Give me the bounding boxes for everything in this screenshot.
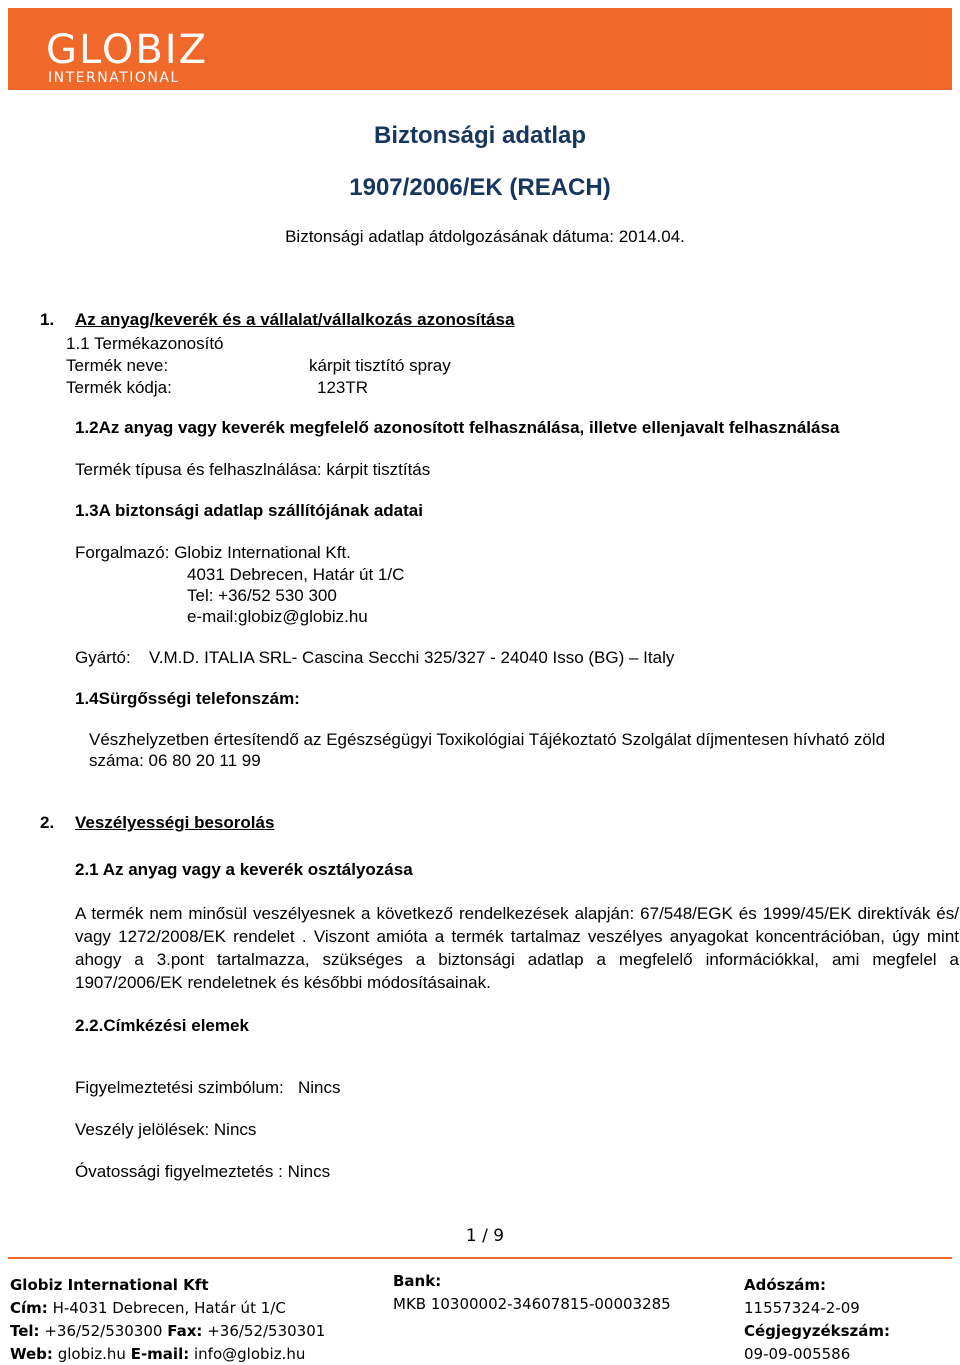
section-1-1-title: 1.1 Termékazonosító: [66, 334, 224, 353]
product-name-label: Termék neve:: [66, 356, 169, 375]
section-2-title: Veszélyességi besorolás: [75, 813, 275, 832]
footer-divider: [8, 1257, 952, 1259]
emergency-text-line2: száma: 06 80 20 11 99: [89, 751, 261, 770]
classification-paragraph: A termék nem minősül veszélyesnek a következő rendelkezések alapján: 67/548/EGK és 1999/45/EK direktívák és/ vagy 1272/2008/EK rendelet . Viszont amióta a termék tartalmaz veszélyes anyagokat koncentrációban, úgy mint ahogy a 3.pont tartalmazza, szükséges a biztonsági adatlap a megfelelő információkkal, ami megfelel a 1907/2006/EK rendeletnek és későbbi módosításainak.: [75, 904, 959, 992]
distributor: Forgalmazó: Globiz International Kft.: [75, 543, 351, 562]
document-title: Biztonsági adatlap: [373, 122, 587, 149]
distributor-email: e-mail:globiz@globiz.hu: [187, 607, 368, 626]
section-1-3-title: 1.3A biztonsági adatlap szállítójának adatai: [75, 501, 423, 520]
footer-tax-number: 11557324-2-09: [744, 1299, 860, 1317]
footer-address-value: H-4031 Debrecen, Határ út 1/C: [52, 1299, 286, 1317]
footer-bank-label: Bank:: [393, 1272, 442, 1290]
footer-tel-label: Tel:: [10, 1322, 40, 1340]
footer-email-label: E-mail:: [130, 1345, 190, 1363]
distributor-address: 4031 Debrecen, Határ út 1/C: [187, 565, 405, 584]
product-code-value: 123TR: [317, 378, 369, 397]
section-2-number: 2.: [40, 813, 55, 832]
footer-bank-account: MKB 10300002-34607815-00003285: [393, 1295, 671, 1313]
footer-email-link[interactable]: info@globiz.hu: [194, 1345, 306, 1363]
footer-address-label: Cím:: [10, 1299, 48, 1317]
regulation-title: 1907/2006/EK (REACH): [349, 174, 611, 201]
footer-address: [10, 1299, 286, 1317]
footer-web-label: Web:: [10, 1345, 53, 1363]
logo-sub-text: INTERNATIONAL: [48, 70, 180, 86]
product-code-label: Termék kódja:: [66, 378, 172, 397]
page-number: 1 / 9: [465, 1226, 505, 1246]
header-banner: [8, 8, 952, 90]
footer-phone: [10, 1322, 325, 1340]
precautionary-statements: Óvatossági figyelmeztetés : Nincs: [75, 1162, 331, 1181]
emergency-text-line1: Vészhelyzetben értesítendő az Egészségügyi Toxikológiai Tájékoztató Szolgálat díjmentesen hívható zöld: [89, 730, 886, 749]
manufacturer: V.M.D. ITALIA SRL- Cascina Secchi 325/327 - 24040 Isso (BG) – Italy: [149, 648, 675, 667]
hazard-statements: Veszély jelölések: Nincs: [75, 1120, 257, 1139]
distributor-tel: Tel: +36/52 530 300: [187, 586, 337, 605]
footer-web-link[interactable]: globiz.hu: [57, 1345, 126, 1363]
company-logo: [46, 27, 208, 86]
footer-tax-label: Adószám:: [744, 1276, 827, 1294]
section-1-4-title: 1.4Sürgősségi telefonszám:: [75, 689, 300, 708]
footer-registration-number: 09-09-005586: [744, 1345, 851, 1363]
logo-main-text: GLOBIZ: [46, 27, 208, 73]
warning-symbol: Figyelmeztetési szimbólum: Nincs: [75, 1078, 341, 1097]
section-1-title: Az anyag/keverék és a vállalat/vállalkozás azonosítása: [75, 310, 515, 329]
footer-registration-label: Cégjegyzékszám:: [744, 1322, 891, 1340]
product-use: Termék típusa és felhaszlnálása: kárpit tisztítás: [75, 460, 431, 479]
revision-date: Biztonsági adatlap átdolgozásának dátuma: 2014.04.: [285, 227, 685, 246]
section-2-1-title: 2.1 Az anyag vagy a keverék osztályozása: [75, 860, 413, 879]
manufacturer-label: Gyártó:: [75, 648, 131, 667]
footer-tel-value: +36/52/530300: [44, 1322, 163, 1340]
section-1-2-title: 1.2Az anyag vagy keverék megfelelő azonosított felhasználása, illetve ellenjavalt felhasználása: [75, 418, 840, 437]
section-2-2-title: 2.2.Címkézési elemek: [75, 1016, 249, 1035]
product-name-value: kárpit tisztító spray: [309, 356, 451, 375]
footer-fax-value: +36/52/530301: [207, 1322, 326, 1340]
footer-company: Globiz International Kft: [10, 1276, 209, 1294]
footer-web: [10, 1345, 305, 1363]
section-1-number: 1.: [40, 310, 55, 329]
footer-fax-label: Fax:: [167, 1322, 203, 1340]
